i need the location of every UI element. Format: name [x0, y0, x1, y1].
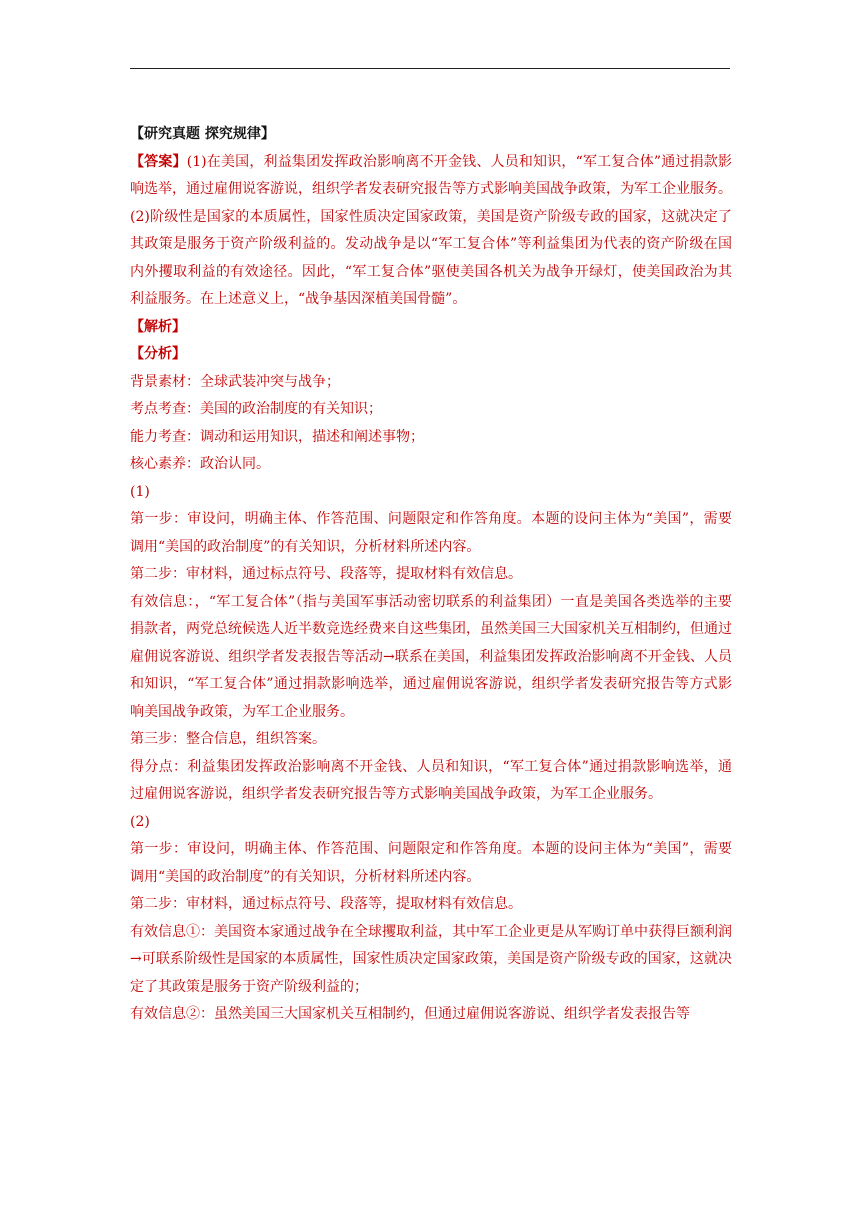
q2-info2: 有效信息②：虽然美国三大国家机关互相制约，但通过雇佣说客游说、组织学者发表报告等	[130, 1006, 690, 1022]
q2-info1: 有效信息①：美国资本家通过战争在全球攫取利益，其中军工企业更是从军购订单中获得巨额利润→可联系阶级性是国家的本质属性，国家性质决定国家政策，美国是资产阶级专政的国家，这就决定了其政策是服务于资产阶级利益的；	[130, 923, 732, 995]
q1-label: (1)	[130, 483, 150, 500]
background-line: 背景素材：全球武装冲突与战争；	[130, 373, 340, 390]
nengli-line: 能力考查：调动和运用知识，描述和阐述事物；	[130, 428, 424, 445]
analysis-label: 【解析】	[130, 318, 186, 335]
suyang-line: 核心素养：政治认同。	[130, 456, 270, 472]
section-heading: 【研究真题 探究规律】	[130, 126, 275, 142]
answer-text-1: (1)在美国，利益集团发挥政治影响离不开金钱、人员和知识，“军工复合体”通过捐款影响选举，通过雇佣说客游说，组织学者发表研究报告等方式影响美国战争政策，为军工企业服务。	[130, 153, 732, 197]
q2-label: (2)	[130, 813, 150, 830]
q2-step2: 第二步：审材料，通过标点符号、段落等，提取材料有效信息。	[130, 896, 522, 912]
header-rule	[130, 68, 730, 69]
q1-step1: 第一步：审设问，明确主体、作答范围、问题限定和作答角度。本题的设问主体为“美国”，需要调用“美国的政治制度”的有关知识，分析材料所述内容。	[130, 511, 732, 555]
q1-score: 得分点：利益集团发挥政治影响离不开金钱、人员和知识，“军工复合体”通过捐款影响选举，通过雇佣说客游说，组织学者发表研究报告等方式影响美国战争政策，为军工企业服务。	[130, 758, 732, 802]
q1-step2: 第二步：审材料，通过标点符号、段落等，提取材料有效信息。	[130, 566, 522, 582]
answer-paragraph-1	[130, 149, 732, 204]
fenxi-label: 【分析】	[130, 346, 186, 362]
q2-step1: 第一步：审设问，明确主体、作答范围、问题限定和作答角度。本题的设问主体为“美国”，需要调用“美国的政治制度”的有关知识，分析材料所述内容。	[130, 841, 732, 885]
q1-info: 有效信息：，“军工复合体”（指与美国军事活动密切联系的利益集团）一直是美国各类选举的主要捐款者，两党总统候选人近半数竞选经费来自这些集团，虽然美国三大国家机关互相制约，但通过雇佣说客游说、组织学者发表报告等活动→联系在美国，利益集团发挥政治影响离不开金钱、人员和知识，“军工复合体”通过捐款影响选举，通过雇佣说客游说，组织学者发表研究报告等方式影响美国战争政策，为军工企业服务。	[130, 593, 732, 720]
document-body	[130, 121, 732, 1029]
q1-step3: 第三步：整合信息，组织答案。	[130, 731, 326, 747]
answer-label: 【答案】	[130, 153, 187, 170]
answer-paragraph-2: (2)阶级性是国家的本质属性，国家性质决定国家政策，美国是资产阶级专政的国家，这就决定了其政策是服务于资产阶级利益的。发动战争是以“军工复合体”等利益集团为代表的资产阶级在国内外攫取利益的有效途径。因此，“军工复合体”驱使美国各机关为战争开绿灯，使美国政治为其利益服务。在上述意义上，“战争基因深植美国骨髓”。	[130, 208, 732, 307]
kaodian-line: 考点考查：美国的政治制度的有关知识；	[130, 401, 382, 417]
